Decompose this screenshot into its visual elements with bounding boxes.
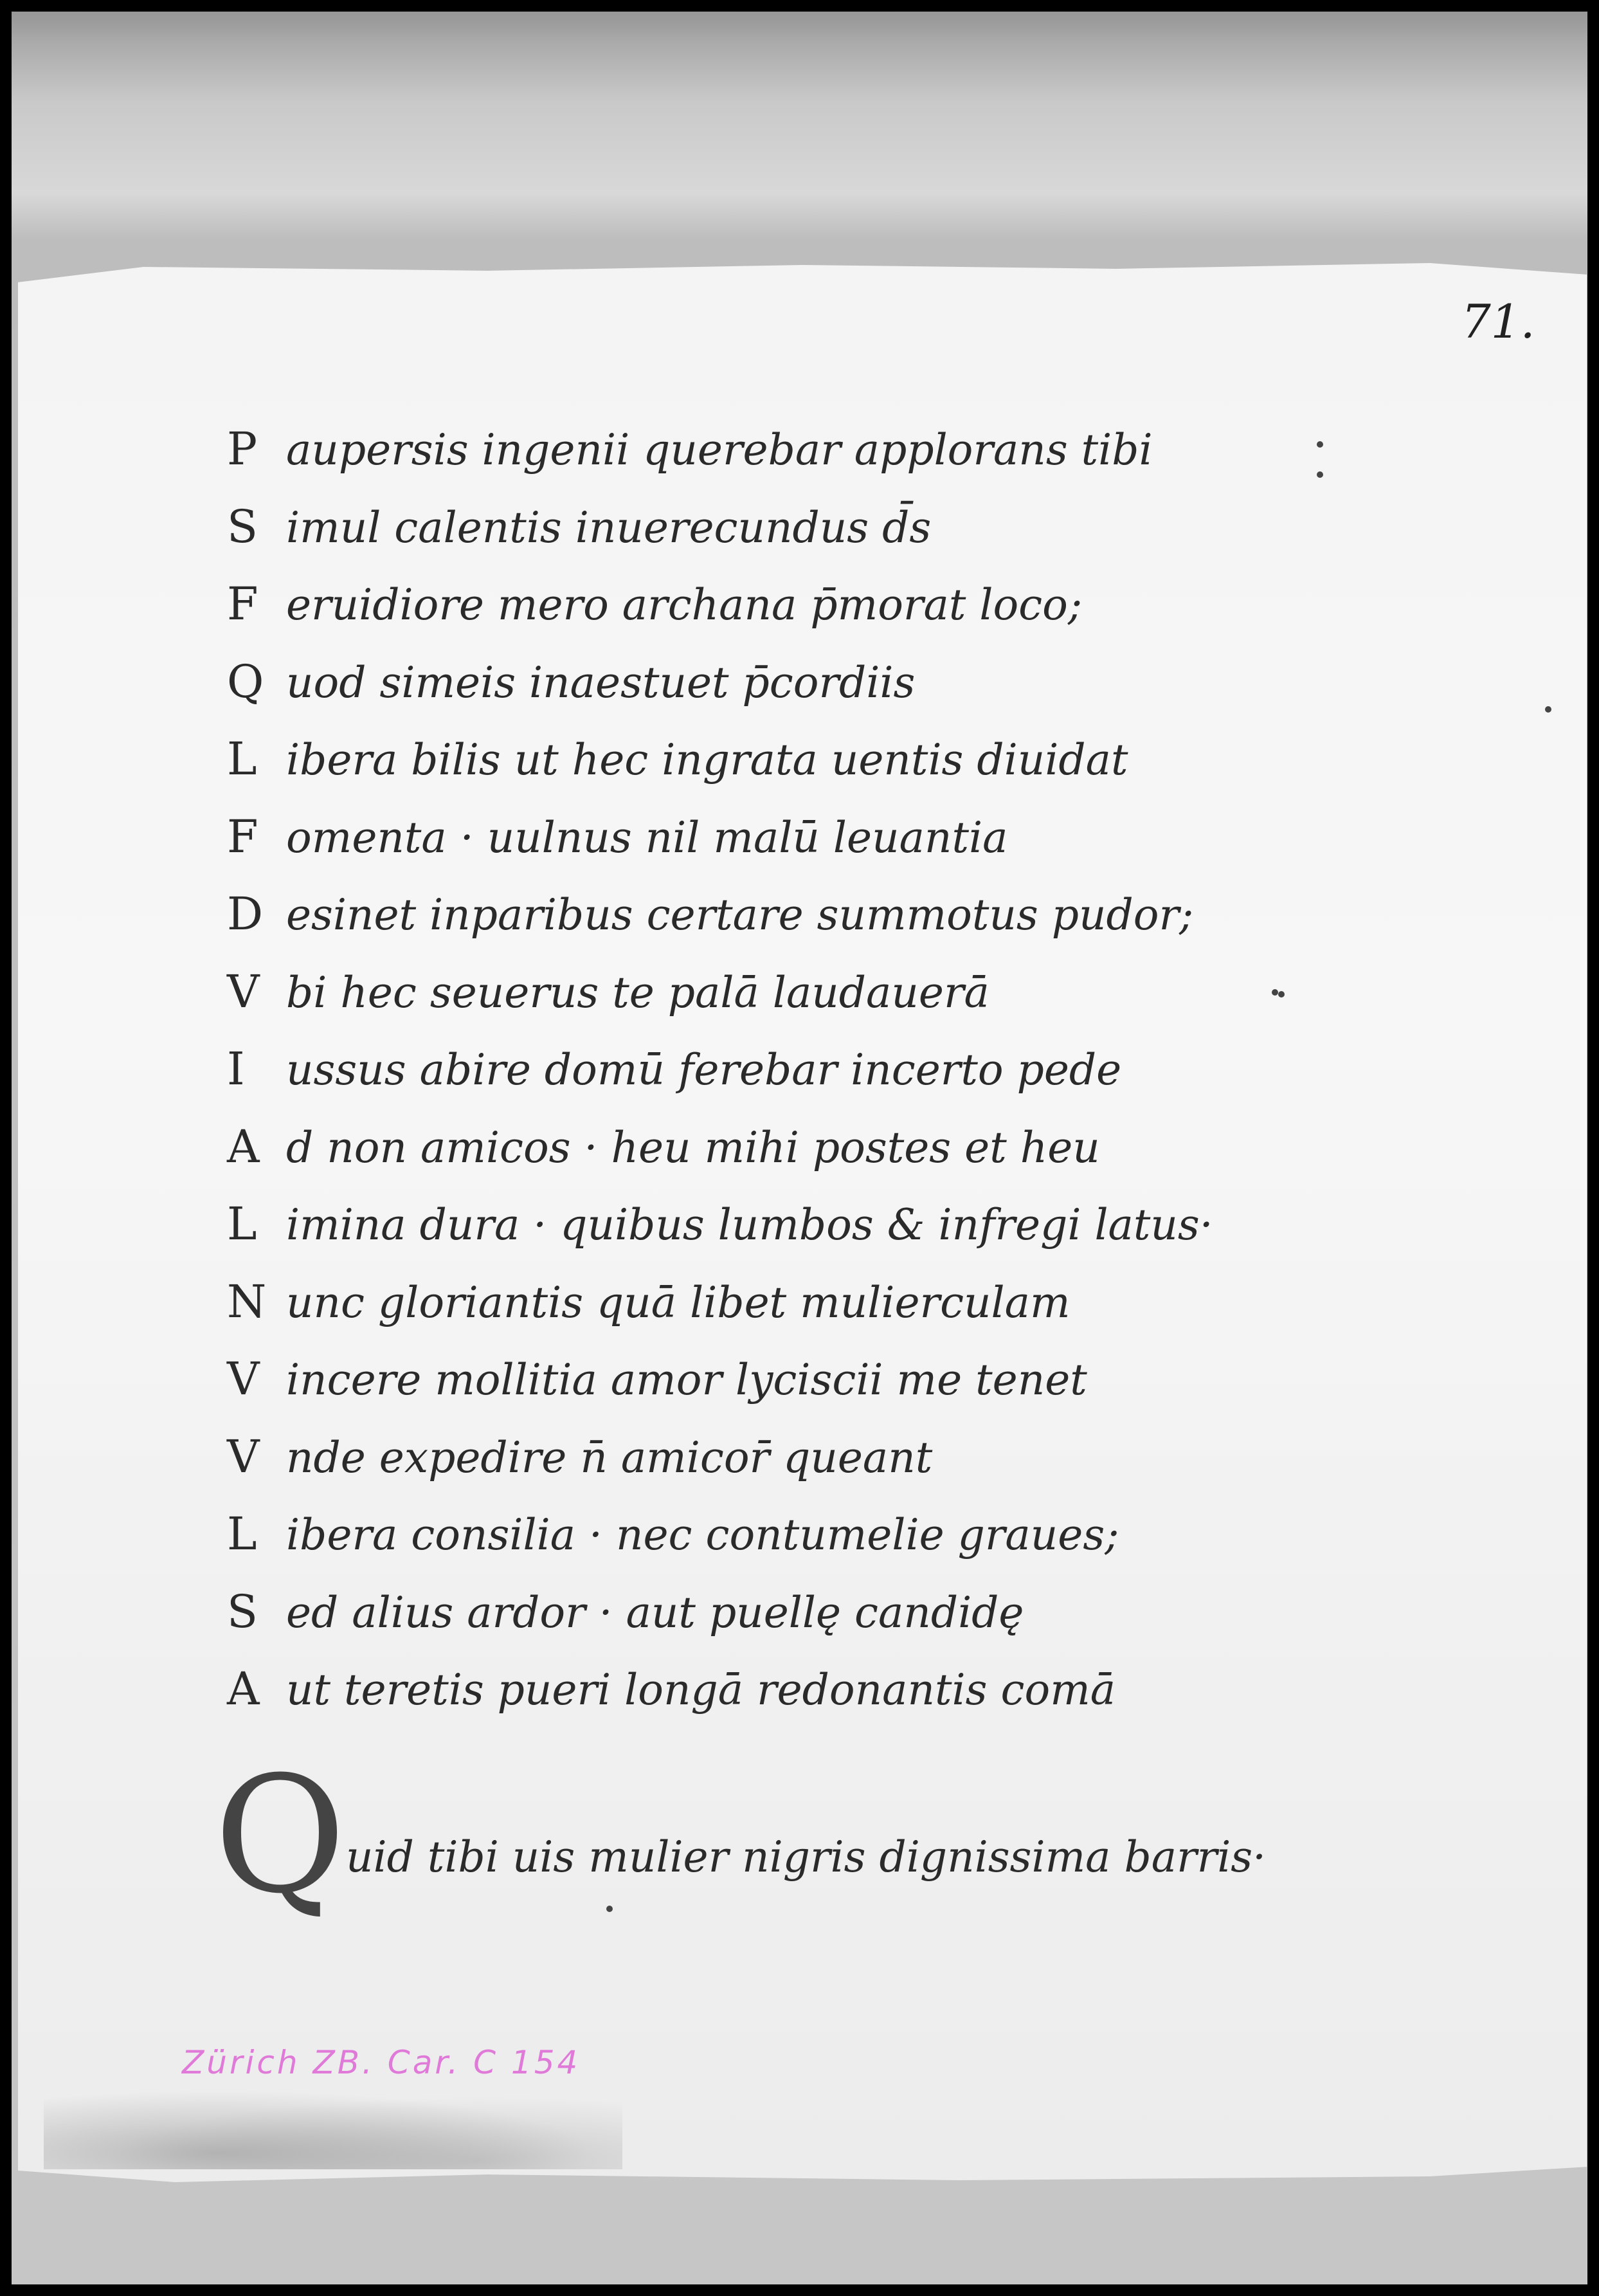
verse-line xyxy=(227,1495,1320,1573)
verse-line xyxy=(227,1108,1320,1186)
verse-text: imina dura · quibus lumbos & infregi latus· xyxy=(286,1200,1213,1250)
verse-text: bi hec seuerus te palā laudauerā xyxy=(286,967,989,1017)
verse-text: imul calentis inuerecundus d̄s xyxy=(286,502,932,552)
verse-text: ut teretis pueri longā redonantis comā xyxy=(286,1665,1116,1715)
margin-dot xyxy=(1317,471,1323,478)
verse-text: uod simeis inaestuet p̄cordiis xyxy=(286,657,916,707)
incipit-line xyxy=(214,1742,1266,1929)
verse-line xyxy=(227,798,1320,876)
verse-line xyxy=(227,720,1320,798)
verse-initial: S xyxy=(227,500,258,553)
verse-text: ibera consilia · nec contumelie graues; xyxy=(286,1510,1119,1560)
verse-initial: F xyxy=(227,810,258,863)
poem-text xyxy=(227,410,1320,1728)
verse-initial: L xyxy=(227,733,257,785)
verse-text: ibera bilis ut hec ingrata uentis diuidat xyxy=(286,735,1128,785)
verse-initial: F xyxy=(227,578,258,630)
verse-initial: S xyxy=(227,1585,258,1638)
verse-line xyxy=(227,488,1320,566)
folio-number: 71. xyxy=(1461,295,1535,349)
verse-line xyxy=(227,953,1320,1031)
verse-initial: Q xyxy=(227,655,264,708)
verse-line xyxy=(227,1030,1320,1108)
verse-text: aupersis ingenii querebar applorans tibi xyxy=(286,425,1153,475)
verse-initial: N xyxy=(227,1275,267,1328)
shelfmark-annotation: Zürich ZB. Car. C 154 xyxy=(182,2044,581,2081)
verse-initial: L xyxy=(227,1198,257,1250)
verse-line xyxy=(227,1650,1320,1728)
margin-dot xyxy=(1545,706,1551,713)
verse-text: eruidiore mero archana p̄morat loco; xyxy=(286,580,1083,630)
verse-line xyxy=(227,565,1320,643)
verse-text: omenta · uulnus nil malū leuantia xyxy=(286,812,1008,862)
verse-initial: V xyxy=(227,1353,260,1405)
verse-line xyxy=(227,410,1320,488)
verse-line xyxy=(227,1340,1320,1418)
incipit-text: uid tibi uis mulier nigris dignissima barris· xyxy=(345,1832,1267,1882)
verse-initial: I xyxy=(227,1043,245,1095)
verse-initial: V xyxy=(227,965,260,1018)
verse-line xyxy=(227,1573,1320,1651)
verse-line xyxy=(227,875,1320,953)
verse-text: unc gloriantis quā libet mulierculam xyxy=(286,1277,1071,1327)
verse-line xyxy=(227,643,1320,721)
verse-text: d non amicos · heu mihi postes et heu xyxy=(286,1122,1100,1172)
decorated-initial: Q xyxy=(214,1742,346,1929)
margin-dot xyxy=(1317,441,1323,448)
margin-dot xyxy=(1272,989,1278,996)
margin-dot xyxy=(1278,991,1285,998)
water-stain xyxy=(44,2086,622,2169)
verse-initial: A xyxy=(227,1663,260,1715)
verse-text: nde expedire n̄ amicor̄ queant xyxy=(286,1432,933,1482)
top-shadow xyxy=(12,12,1587,37)
verse-line xyxy=(227,1263,1320,1341)
verse-line xyxy=(227,1185,1320,1263)
verse-initial: A xyxy=(227,1120,260,1173)
verse-initial: P xyxy=(227,423,258,475)
verse-text: incere mollitia amor lyciscii me tenet xyxy=(286,1355,1087,1405)
verse-initial: V xyxy=(227,1430,260,1483)
verse-text: ed alius ardor · aut puellę candidę xyxy=(286,1587,1024,1637)
verse-text: esinet inparibus certare summotus pudor; xyxy=(286,890,1194,940)
verse-line xyxy=(227,1418,1320,1496)
verse-initial: D xyxy=(227,888,264,940)
verse-text: ussus abire domū ferebar incerto pede xyxy=(286,1045,1122,1095)
verse-initial: L xyxy=(227,1508,257,1560)
photo-frame xyxy=(12,12,1587,2284)
